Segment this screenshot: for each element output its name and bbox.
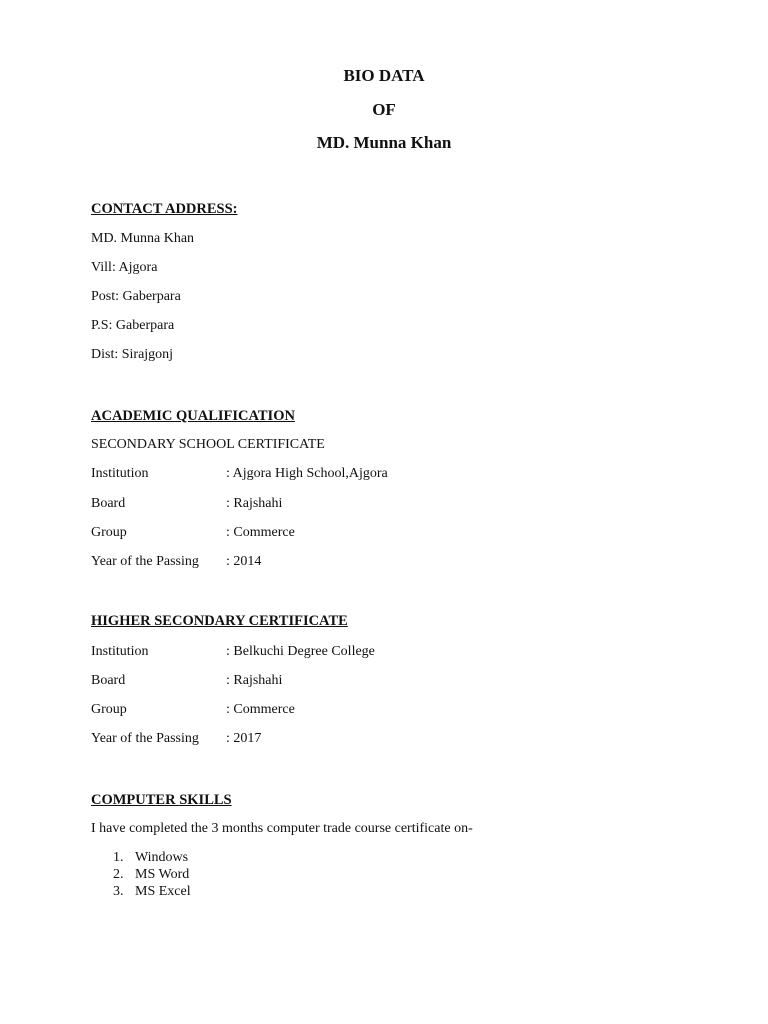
document-title-line-1: BIO DATA xyxy=(343,66,425,85)
ssc-subheading: SECONDARY SCHOOL CERTIFICATE xyxy=(91,437,325,452)
hsc-value-board: : Rajshahi xyxy=(226,673,283,688)
contact-line-name: MD. Munna Khan xyxy=(91,231,195,246)
list-item-text: Windows xyxy=(135,850,189,865)
ssc-value-year: : 2014 xyxy=(226,554,262,569)
contact-line-village: Vill: Ajgora xyxy=(91,260,158,275)
document-title-line-3: MD. Munna Khan xyxy=(316,133,452,152)
ssc-value-institution: : Ajgora High School,Ajgora xyxy=(226,466,388,481)
list-item-number: 1. xyxy=(113,850,124,865)
document-title-line-2: OF xyxy=(372,100,396,119)
contact-line-ps: P.S: Gaberpara xyxy=(91,318,175,333)
computer-skills-heading: COMPUTER SKILLS xyxy=(91,792,232,808)
list-item-number: 2. xyxy=(113,867,124,882)
hsc-label-board: Board xyxy=(91,673,126,688)
list-item-text: MS Excel xyxy=(135,884,191,899)
contact-line-post: Post: Gaberpara xyxy=(91,289,181,304)
academic-heading: ACADEMIC QUALIFICATION xyxy=(91,408,295,424)
ssc-value-board: : Rajshahi xyxy=(226,496,283,511)
ssc-label-year: Year of the Passing xyxy=(91,554,199,569)
list-item-text: MS Word xyxy=(135,867,190,882)
computer-skills-intro: I have completed the 3 months computer trade course certificate on- xyxy=(91,821,473,836)
hsc-value-year: : 2017 xyxy=(226,731,262,746)
hsc-value-institution: : Belkuchi Degree College xyxy=(226,644,375,659)
hsc-label-year: Year of the Passing xyxy=(91,731,199,746)
hsc-label-institution: Institution xyxy=(91,644,149,659)
ssc-label-board: Board xyxy=(91,496,126,511)
list-item-number: 3. xyxy=(113,884,124,899)
ssc-label-institution: Institution xyxy=(91,466,149,481)
contact-line-district: Dist: Sirajgonj xyxy=(91,347,174,362)
contact-heading: CONTACT ADDRESS: xyxy=(91,201,238,217)
hsc-label-group: Group xyxy=(91,702,127,717)
hsc-heading: HIGHER SECONDARY CERTIFICATE xyxy=(91,613,348,629)
ssc-label-group: Group xyxy=(91,525,127,540)
hsc-value-group: : Commerce xyxy=(226,702,295,717)
ssc-value-group: : Commerce xyxy=(226,525,295,540)
